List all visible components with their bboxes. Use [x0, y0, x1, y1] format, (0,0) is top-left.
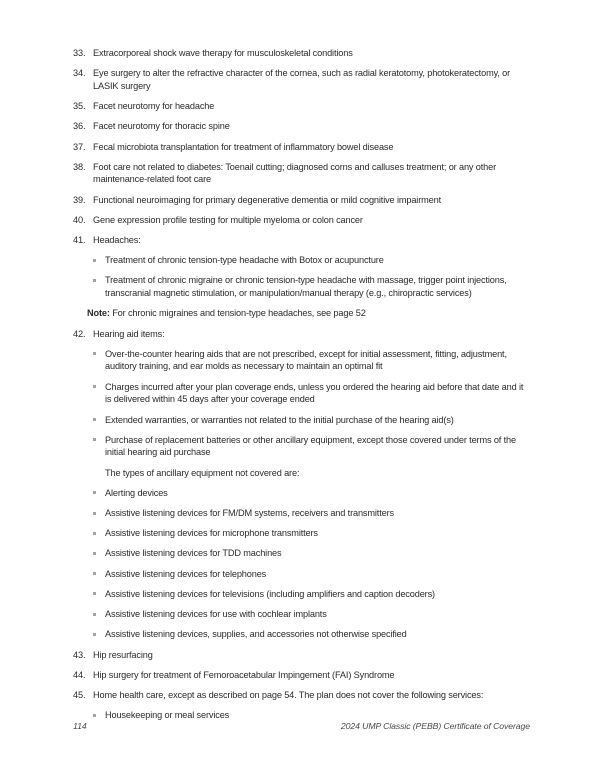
note-label: Note:: [87, 308, 110, 319]
sub-bullet: [93, 588, 530, 601]
sub-text: Assistive listening devices for microphone transmitters: [105, 528, 318, 539]
sub-text: Treatment of chronic tension-type headache with Botox or acupuncture: [105, 255, 384, 266]
item-text: Facet neurotomy for thoracic spine: [93, 121, 230, 132]
sub-bullet: [93, 709, 530, 722]
list-item: [73, 194, 530, 207]
list-item: [73, 67, 530, 92]
item-text: Functional neuroimaging for primary degenerative dementia or mild cognitive impairment: [93, 194, 441, 205]
item-number: 33.: [73, 48, 86, 58]
sub-bullet: [93, 628, 530, 641]
sub-bullet: [93, 608, 530, 621]
item-number: 34.: [73, 68, 86, 79]
sub-bullet: [93, 274, 530, 299]
sub-bullet: [93, 547, 530, 560]
list-item: [73, 328, 530, 641]
sub-bullet: [93, 507, 530, 520]
item-text: Hip resurfacing: [93, 649, 153, 660]
bullet-icon: [93, 613, 96, 616]
item-number: 43.: [73, 649, 86, 660]
item-number: 44.: [73, 669, 86, 680]
ancillary-intro: The types of ancillary equipment not covered are:: [105, 467, 300, 478]
item-text: Foot care not related to diabetes: Toenail cutting; diagnosed corns and calluses treatment; or any other maintenance-related foot care: [93, 161, 497, 185]
bullet-icon: [93, 491, 96, 494]
note: [87, 307, 530, 320]
item-number: 36.: [73, 121, 86, 132]
sub-bullet: [93, 348, 530, 373]
list-item: [73, 100, 530, 113]
item-number: 38.: [73, 161, 86, 172]
sub-text: Assistive listening devices, supplies, and accessories not otherwise specified: [105, 629, 407, 640]
sub-text: Assistive listening devices for use with cochlear implants: [105, 609, 327, 620]
sub-text: Assistive listening devices for telephones: [105, 568, 267, 579]
list-item: [73, 161, 530, 186]
sub-bullet: [93, 254, 530, 267]
item-text: Fecal microbiota transplantation for treatment of inflammatory bowel disease: [93, 141, 394, 152]
bullet-icon: [93, 418, 96, 421]
bullet-icon: [93, 714, 96, 717]
bullet-icon: [93, 259, 96, 262]
list-item: [73, 214, 530, 227]
sub-text: Assistive listening devices for FM/DM systems, receivers and transmitters: [105, 508, 394, 519]
bullet-icon: [93, 385, 96, 388]
sub-bullet: [93, 487, 530, 500]
list-item: [73, 120, 530, 133]
bullet-icon: [93, 592, 96, 595]
list-item: [73, 669, 530, 682]
item-number: 40.: [73, 214, 86, 225]
sub-text: Assistive listening devices for televisions (including amplifiers and caption decoders): [105, 588, 435, 599]
item-text: Extracorporeal shock wave therapy for musculoskeletal conditions: [93, 48, 353, 58]
note-text: For chronic migraines and tension-type headaches, see page 52: [109, 308, 366, 319]
bullet-icon: [93, 633, 96, 636]
list-item: [73, 234, 530, 320]
sub-text: Housekeeping or meal services: [105, 710, 230, 721]
sub-text: Purchase of replacement batteries or other ancillary equipment, except those covered under terms of the initial hearing aid purchase: [105, 434, 516, 458]
bullet-icon: [93, 512, 96, 515]
item-number: 45.: [73, 689, 86, 700]
bullet-icon: [93, 572, 96, 575]
bullet-icon: [93, 352, 96, 355]
item-text: Headaches:: [93, 235, 141, 246]
sub-text: Extended warranties, or warranties not related to the initial purchase of the hearing aid(s): [105, 414, 454, 425]
bullet-icon: [93, 279, 96, 282]
sub-bullet: [93, 414, 530, 427]
sub-bullet: [93, 434, 530, 459]
list-item: [73, 141, 530, 154]
item-text: Gene expression profile testing for multiple myeloma or colon cancer: [93, 214, 363, 225]
list-item: [73, 47, 530, 60]
doc-title: 2024 UMP Classic (PEBB) Certificate of Coverage: [340, 721, 530, 731]
item-number: 35.: [73, 101, 86, 112]
item-text: Facet neurotomy for headache: [93, 101, 215, 112]
sub-bullet: [93, 568, 530, 581]
sub-text: Over-the-counter hearing aids that are not prescribed, except for initial assessment, fitting, adjustment, auditory training, and ear molds as necessary to maintain an optimal fit: [105, 348, 507, 372]
sub-text: Assistive listening devices for TDD machines: [105, 548, 282, 559]
item-number: 39.: [73, 194, 86, 205]
bullet-icon: [93, 532, 96, 535]
sub-text: Treatment of chronic migraine or chronic tension-type headache with massage, trigger point injections, transcranial magnetic stimulation, or manipulation/manual therapy (e.g., chiropractic services): [105, 275, 507, 299]
sub-text: Alerting devices: [105, 487, 168, 498]
item-number: 42.: [73, 328, 86, 339]
item-number: 37.: [73, 141, 86, 152]
bullet-icon: [93, 552, 96, 555]
sub-bullet: [93, 381, 530, 406]
item-text: Eye surgery to alter the refractive character of the cornea, such as radial keratotomy, photokeratectomy, or LASIK surgery: [93, 68, 511, 91]
bullet-icon: [93, 438, 96, 441]
sub-bullet: [93, 527, 530, 540]
item-text: Hearing aid items:: [93, 328, 165, 339]
item-number: 41.: [73, 235, 86, 246]
exclusions-list: [73, 47, 530, 722]
list-item: [73, 689, 530, 722]
item-text: Home health care, except as described on page 54. The plan does not cover the following services:: [93, 689, 484, 700]
item-text: Hip surgery for treatment of Femoroacetabular Impingement (FAI) Syndrome: [93, 669, 395, 680]
page-number: 114: [73, 721, 87, 731]
page-footer: [73, 721, 530, 731]
list-item: [73, 649, 530, 662]
sub-text: Charges incurred after your plan coverage ends, unless you ordered the hearing aid before that date and it is delivered within 45 days after your coverage ended: [105, 381, 524, 405]
